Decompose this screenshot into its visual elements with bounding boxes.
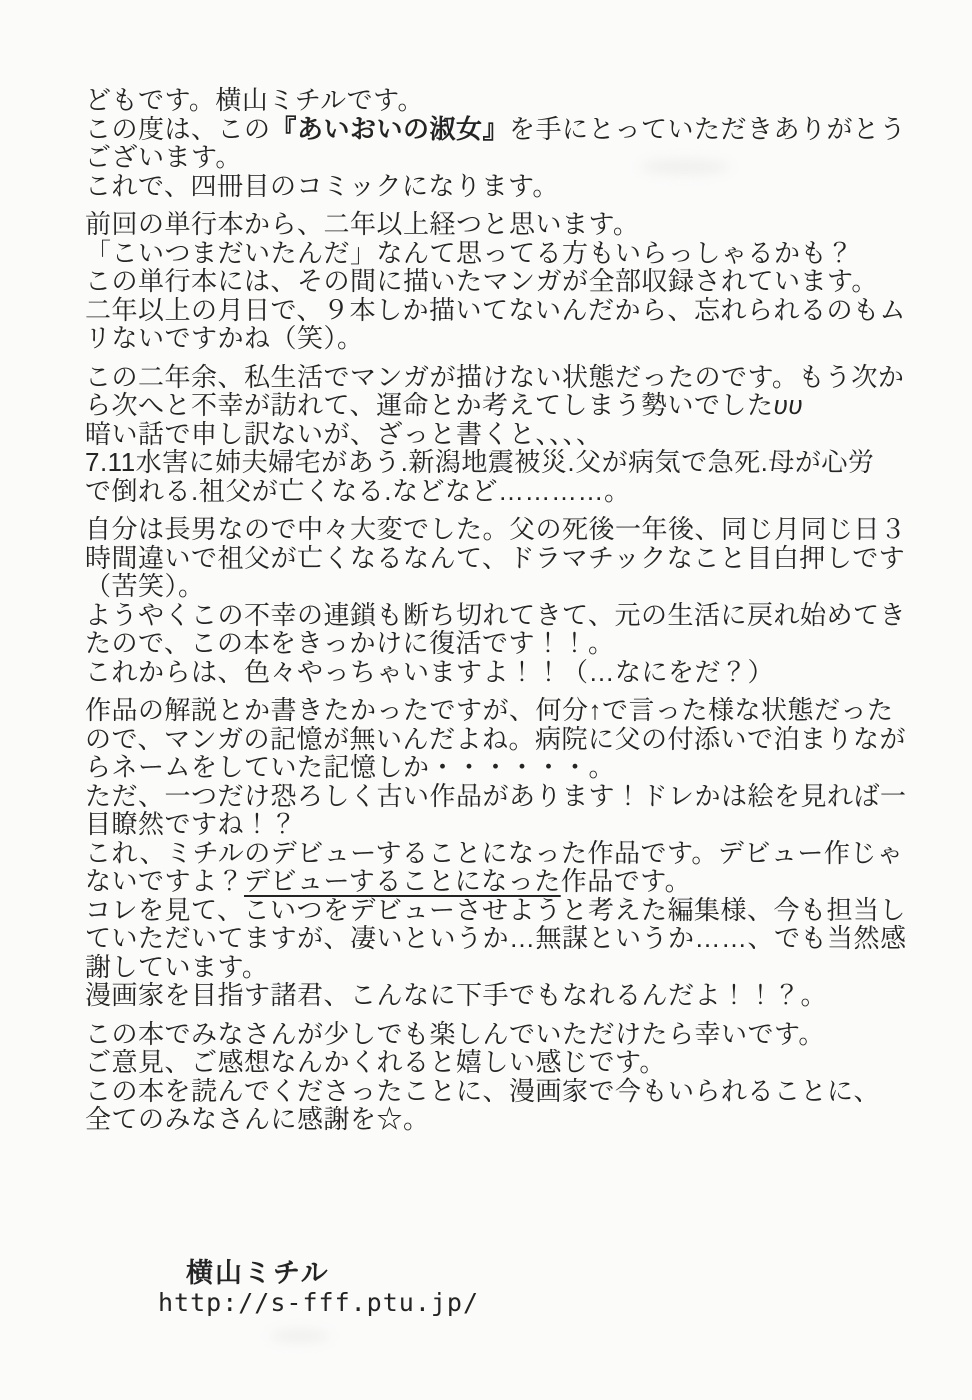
- text-segment: ら次へと不幸が訪れて、運命とか考えてしまう勢いでした: [85, 390, 774, 420]
- text-line: [85, 753, 925, 782]
- text-segment: ただ、一つだけ恐ろしく古い作品があります！ドレかは絵を見れば一: [85, 780, 907, 811]
- text-segment: この本を読んでくださったことに、漫画家で今もいられることに、: [85, 1075, 881, 1106]
- afterword-body-text: [85, 86, 925, 1144]
- text-line: [85, 1020, 925, 1049]
- text-line: [85, 1077, 925, 1106]
- paragraph-1: [85, 86, 925, 200]
- text-segment: これで、四冊目のコミックになります。: [85, 170, 559, 201]
- text-line: [85, 515, 925, 544]
- text-line: [85, 477, 925, 506]
- text-line: [85, 839, 925, 868]
- text-line: [85, 363, 925, 392]
- paragraph-3: [85, 363, 925, 506]
- author-name: 横山ミチル: [186, 1258, 330, 1288]
- text-segment: を手にとっていただきありがとう: [509, 113, 907, 144]
- text-line: [85, 810, 925, 839]
- text-segment: この度は、この: [85, 113, 271, 144]
- text-segment: 漫画家を目指す諸君、こんなに下手でもなれるんだよ！！？。: [85, 980, 828, 1010]
- text-line: [85, 448, 925, 477]
- text-line: [85, 658, 925, 687]
- text-line: [85, 544, 925, 573]
- text-line: [85, 172, 925, 201]
- paragraph-4: [85, 515, 925, 686]
- text-line: [85, 143, 925, 172]
- text-line: [85, 267, 925, 296]
- text-line: [85, 296, 925, 325]
- text-segment: 作品です。: [560, 866, 692, 896]
- book-title-text: 『あいおいの淑女』: [270, 113, 510, 144]
- text-segment: らネームをしていた記憶しか・・・・・・。: [85, 752, 616, 782]
- text-segment: 時間違いで祖父が亡くなるなんて、ドラマチックなこと目白押しです: [85, 542, 906, 573]
- text-line: [85, 629, 925, 658]
- text-line: [85, 324, 925, 353]
- text-segment: コレを見て、こいつをデビューさせようと考えた編集様、今も担当し: [85, 894, 906, 925]
- signature-block: [158, 1258, 479, 1318]
- text-line: [85, 115, 925, 144]
- text-segment: 暗い話で申し訳ないが、ざっと書くと、、、、: [85, 418, 603, 449]
- text-line: [85, 391, 925, 420]
- text-line: [85, 239, 925, 268]
- text-segment: ご意見、ご感想なんかくれると嬉しい感じです。: [85, 1047, 666, 1077]
- text-line: [85, 86, 925, 115]
- text-segment: 7.11水害に姉夫婦宅があう.新潟地震被災.父が病気で急死.母が心労: [85, 447, 875, 477]
- paragraph-6: [85, 1020, 925, 1134]
- text-segment: これ、ミチルのデビューすることになった作品です。デビュー作じゃ: [85, 837, 904, 868]
- text-segment: 謝しています。: [85, 951, 269, 982]
- text-line: [85, 924, 925, 953]
- text-line: [85, 572, 925, 601]
- text-segment: ようやくこの不幸の連鎖も断ち切れてきて、元の生活に戻れ始めてき: [85, 599, 906, 630]
- text-segment: この二年余、私生活でマンガが描けない状態だったのです。もう次か: [85, 361, 905, 392]
- text-segment: υυ: [773, 390, 804, 420]
- text-segment: たので、この本をきっかけに復活です！！。: [85, 628, 615, 658]
- text-segment: 自分は長男なので中々大変でした。父の死後一年後、同じ月同じ日３: [85, 514, 907, 544]
- text-segment: ていただいてますが、凄いというか…無謀というか……、でも当然感: [85, 923, 907, 953]
- text-line: [85, 867, 925, 896]
- text-line: [85, 725, 925, 754]
- text-segment: ないですよ？: [85, 866, 245, 896]
- text-segment: 目瞭然ですね！？: [85, 809, 298, 839]
- text-segment: 前回の単行本から、二年以上経つと思います。: [85, 209, 640, 239]
- text-segment: この本でみなさんが少しでも楽しんでいただけたら幸いです。: [85, 1018, 825, 1049]
- text-line: [85, 420, 925, 449]
- text-line: [85, 896, 925, 925]
- paragraph-5: [85, 696, 925, 1010]
- text-line: [85, 953, 925, 982]
- text-line: [85, 1048, 925, 1077]
- text-segment: どもです。横山ミチルです。: [85, 85, 425, 115]
- text-line: [85, 981, 925, 1010]
- text-segment: ございます。: [85, 142, 242, 172]
- text-line: [85, 210, 925, 239]
- scan-smudge: [270, 1330, 330, 1342]
- author-website-url: http://s-fff.ptu.jp/: [158, 1288, 480, 1317]
- text-segment: で倒れる.祖父が亡くなる.などなど…………。: [85, 475, 631, 506]
- text-segment: 作品の解説とか書きたかったですが、何分↑で言った様な状態だった: [85, 695, 894, 725]
- text-segment: これからは、色々やっちゃいますよ！！（…なにをだ？）: [85, 656, 775, 687]
- underlined-text: デビューすることになった: [244, 866, 561, 896]
- text-line: [85, 1105, 925, 1134]
- text-segment: この単行本には、その間に描いたマンガが全部収録されています。: [85, 266, 878, 296]
- paragraph-2: [85, 210, 925, 353]
- text-line: [85, 696, 925, 725]
- text-line: [85, 782, 925, 811]
- text-segment: （苦笑）。: [85, 571, 205, 601]
- text-segment: ので、マンガの記憶が無いんだよね。病院に父の付添いで泊まりなが: [85, 723, 906, 754]
- text-segment: リないですかね（笑）。: [85, 323, 364, 353]
- text-line: [85, 601, 925, 630]
- text-segment: 全てのみなさんに感謝を☆。: [85, 1104, 430, 1134]
- text-segment: 二年以上の月日で、９本しか描いてないんだから、忘れられるのもム: [85, 294, 906, 325]
- text-segment: 「こいつまだいたんだ」なんて思ってる方もいらっしゃるかも？: [85, 237, 854, 268]
